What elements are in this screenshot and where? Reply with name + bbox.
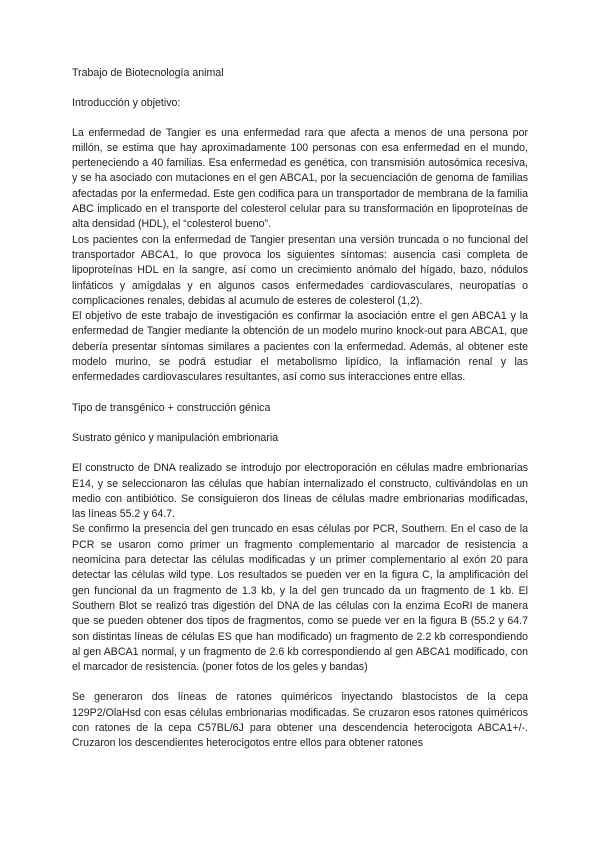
substrate-paragraph-2: Se confirmo la presencia del gen truncado en esas células por PCR, Southern. En el caso de la PCR se usaron como primer un fragmento complementario al marcador de resistencia a neomicina para detectar las células modificadas y un primer complementario al exón 20 para detectar las células wild type. Los resultados se pueden ver en la figura C, la amplificación del gen funcional da un fragmento de 1.3 kb, y la del gen truncado da un fragmento de 1 kb. El Southern Blot se realizó tras digestión del DNA de las células con la enzima EcoRI de manera que se pueden obtener dos tipos de fragmentos, como se puede ver en la figura B (55.2 y 64.7 son distintas líneas de células ES que han modificado) un fragmento de 2.2 kb correspondiendo al gen ABCA1 normal, y un fragmento de 2.6 kb correspondiendo al gen ABCA1 modificado, con el marcador de resistencia. (poner fotos de los geles y bandas) <box>72 523 528 674</box>
substrate-heading: Sustrato génico y manipulación embrionaria <box>72 431 279 444</box>
substrate-paragraph-1: El constructo de DNA realizado se introdujo por electroporación en células madre embrionarias E14, y se seleccionaron las células que habían internalizado el constructo, cultivándolas en un medio con antibiótico. Se consiguieron dos líneas de células madre embrionarias modificadas, las líneas 55.2 y 64.7. <box>72 462 528 521</box>
transgenic-heading: Tipo de transgénico + construcción génica <box>72 401 271 414</box>
intro-paragraph-1: La enfermedad de Tangier es una enfermedad rara que afecta a menos de una persona por millón, se estima que hay aproximadamente 100 personas con esa enfermedad en el mundo, perteneciendo a 40 familias. Esa enfermedad es genética, con transmisión autosómica recesiva, y se ha asociado con mutaciones en el gen ABCA1, por la secuenciación de genoma de familias afectadas por la enfermedad. Este gen codifica para un transportador de membrana de la familia ABC implicado en el transporte del colesterol celular para su transformación en lipoproteínas de alta densidad (HDL), el “colesterol bueno”. <box>72 126 528 231</box>
intro-paragraph-3: El objetivo de este trabajo de investigación es confirmar la asociación entre el gen ABCA1 y la enfermedad de Tangier mediante la obtención de un modelo murino knock-out para ABCA1, que debería presentar síntomas similares a pacientes con la enfermedad. Además, al obtener este modelo murino, se podrá estudiar el metabolismo lipídico, la inflamación renal y las enfermedades cardiovasculares resultantes, así como sus interacciones entre ellas. <box>72 310 528 384</box>
intro-heading: Introducción y objetivo: <box>72 97 181 110</box>
substrate-paragraph-3: Se generaron dos líneas de ratones quiméricos inyectando blastocistos de la cepa 129P2/OlaHsd con esas células embrionarias modificadas. Se cruzaron esos ratones quiméricos con ratones de la cepa C57BL/6J para obtener una descendencia heterocigota ABCA1+/-. Cruzaron los descendientes heterocigotos entre ellos para obtener ratones <box>72 691 528 750</box>
intro-paragraph-2: Los pacientes con la enfermedad de Tangier presentan una versión truncada o no funcional del transportador ABCA1, lo que provoca los siguientes síntomas: ausencia casi completa de lipoproteínas HDL en la sangre, así como un crecimiento anómalo del hígado, bazo, nódulos linfáticos y amígdalas y en algunos casos enfermedades cardiovasculares, neuropatías o complicaciones renales, debidas al acumulo de esteres de colesterol (1,2). <box>72 233 528 307</box>
document-title: Trabajo de Biotecnología animal <box>72 67 224 79</box>
